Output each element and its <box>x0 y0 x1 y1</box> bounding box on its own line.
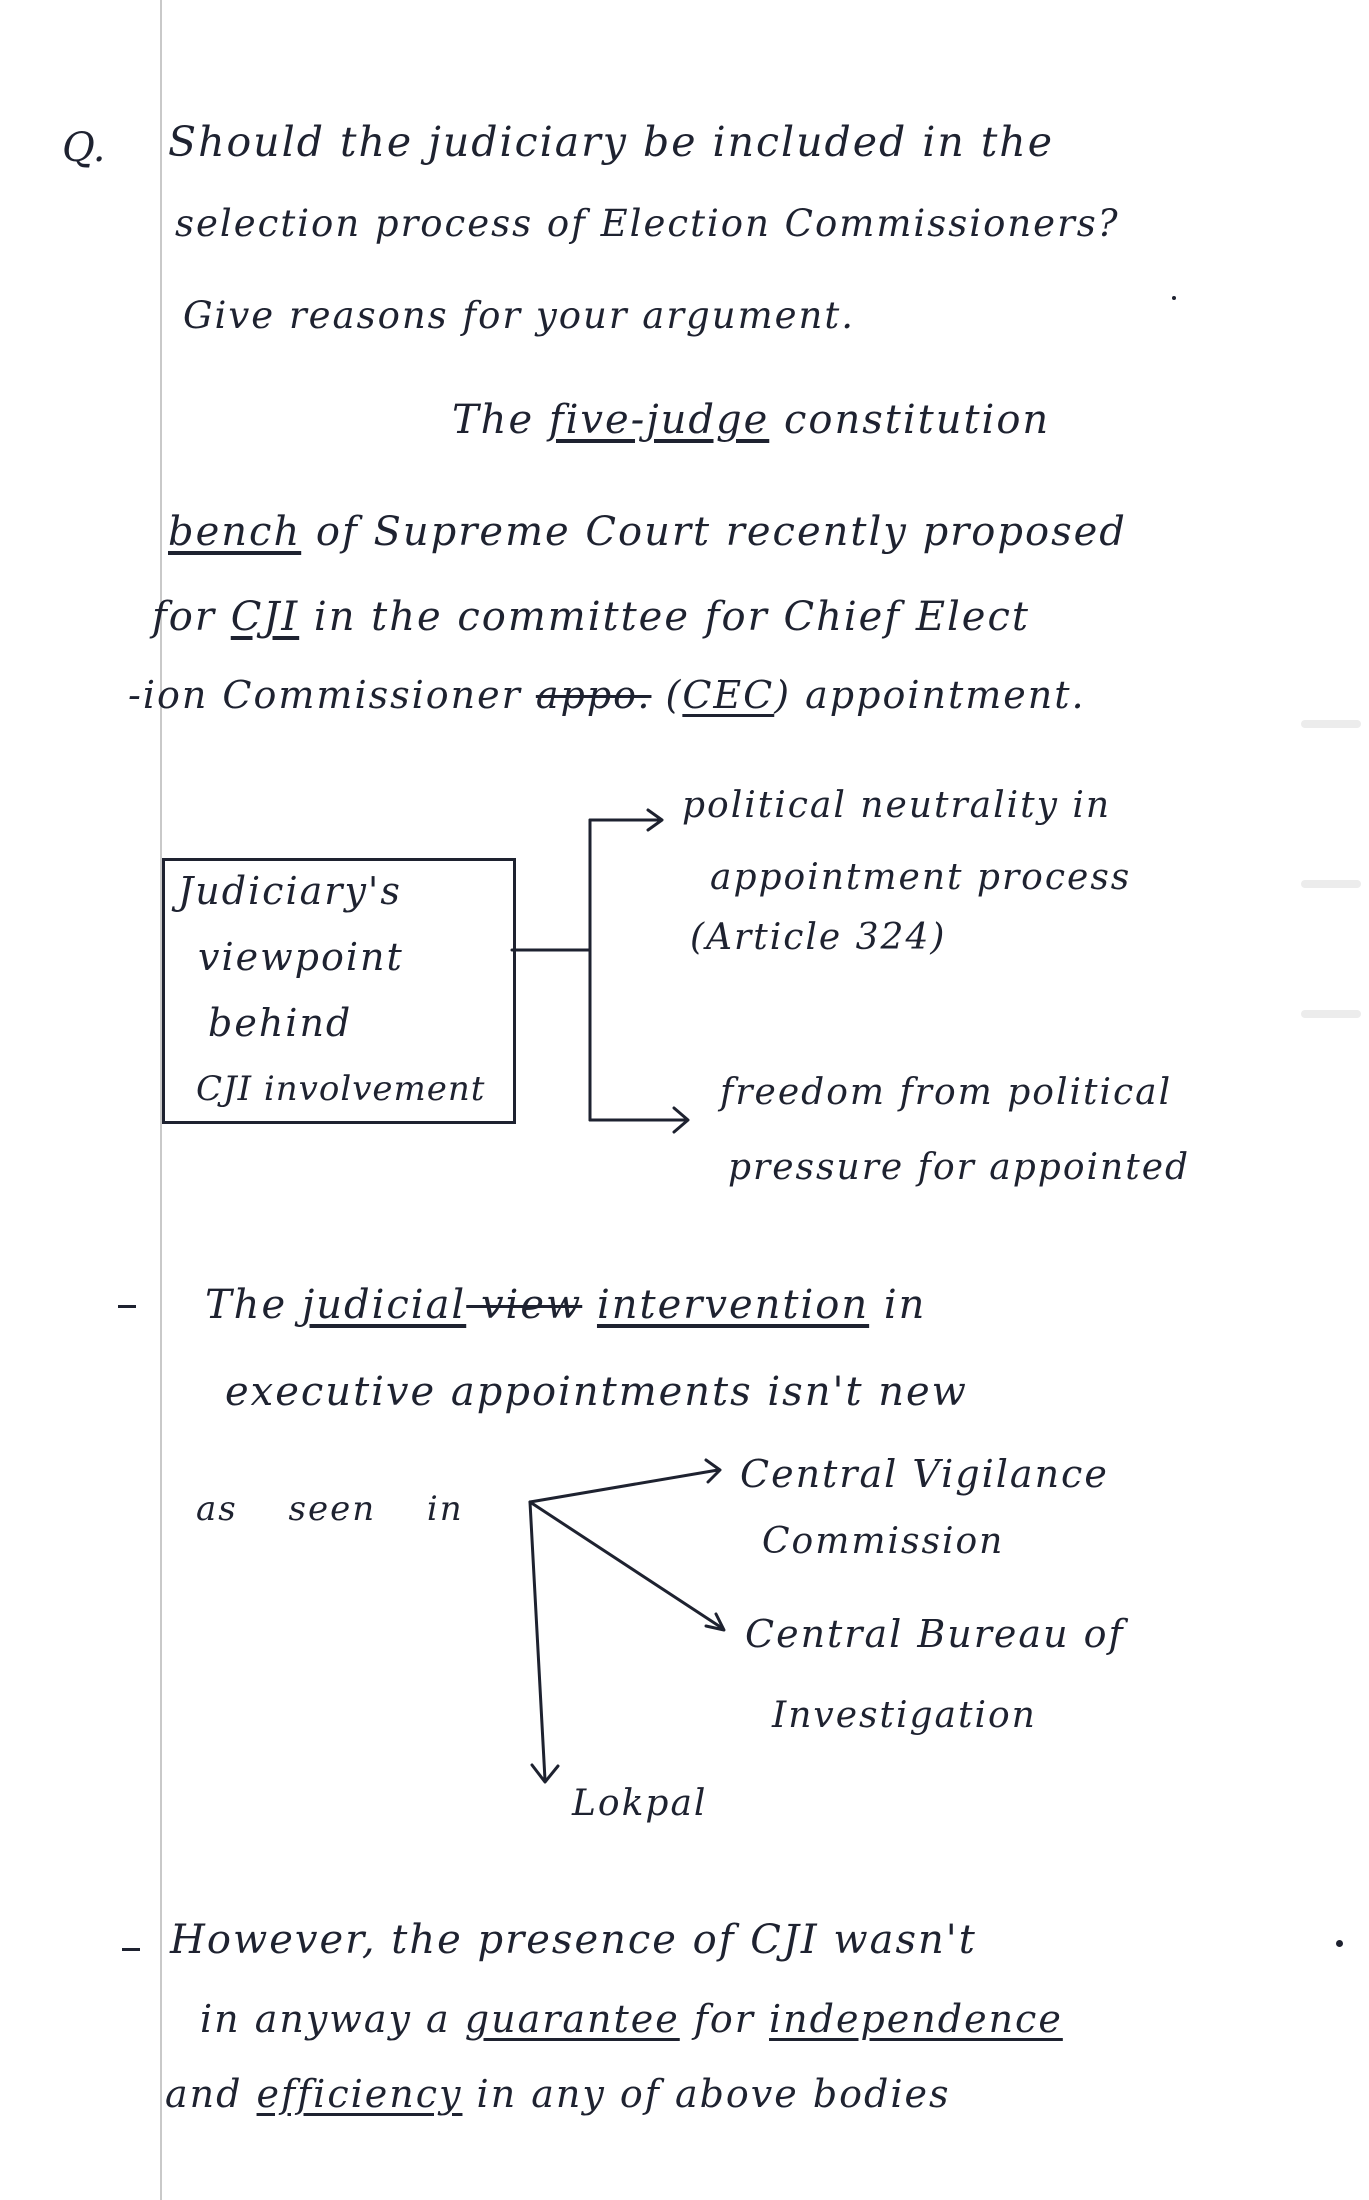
point3-text: in any of above bodies <box>462 2072 951 2116</box>
point3-text: in anyway a <box>200 1997 465 2041</box>
branch-1-line-3: (Article 324) <box>690 917 947 958</box>
question-marker: Q. <box>62 125 106 171</box>
intervention-underlined: intervention <box>596 1282 870 1328</box>
box-line-4: CJI involvement <box>196 1069 486 1109</box>
point2-text: The <box>205 1282 302 1328</box>
intro-line-2 <box>168 509 1127 555</box>
five-judge-underlined: five-judge <box>548 397 770 443</box>
branch-1-line-2: appointment process <box>710 857 1132 898</box>
intro-text: -ion Commissioner <box>128 673 536 717</box>
intro-text: constitution <box>769 397 1051 443</box>
page-smudge <box>1301 880 1361 888</box>
point2-text <box>582 1282 597 1328</box>
ink-dot <box>1172 296 1176 300</box>
ink-dot <box>1336 1940 1343 1947</box>
struck-out-word: appo. <box>535 673 652 717</box>
intro-text: The <box>452 397 549 443</box>
question-line-1: Should the judiciary be included in the <box>168 118 1054 166</box>
branch-2-line-2: pressure for appointed <box>728 1147 1191 1188</box>
as-seen-in: as seen in <box>196 1489 464 1529</box>
question-line-3: Give reasons for your argument. <box>183 294 856 337</box>
judicial-underlined: judicial <box>301 1282 467 1328</box>
branch-1-arrow <box>590 810 662 830</box>
bullet-dash <box>118 1305 136 1308</box>
example-cvc-line-2: Commission <box>762 1521 1005 1562</box>
arrow-to-lokpal <box>530 1502 558 1782</box>
guarantee-underlined: guarantee <box>464 1997 680 2041</box>
intro-text: in the committee for Chief Elect <box>299 594 1030 640</box>
cji-underlined: CJI <box>230 594 300 640</box>
example-cvc-line-1: Central Vigilance <box>740 1452 1109 1496</box>
branch-2-line-1: freedom from political <box>720 1072 1173 1113</box>
intro-text: for <box>152 594 231 640</box>
arrow-to-cvc <box>530 1460 720 1502</box>
arrow-to-cbi <box>530 1502 724 1630</box>
box-line-3: behind <box>208 1001 353 1045</box>
point3-line-2 <box>200 1997 1063 2041</box>
page-smudge <box>1301 720 1361 728</box>
efficiency-underlined: efficiency <box>256 2072 463 2116</box>
example-cbi-line-1: Central Bureau of <box>745 1612 1125 1656</box>
independence-underlined: independence <box>769 1997 1063 2041</box>
cec-underlined: CEC <box>682 673 775 717</box>
point3-line-1: However, the presence of CJI wasn't <box>170 1917 977 1963</box>
point3-line-3 <box>165 2072 951 2116</box>
point3-text: and <box>165 2072 257 2116</box>
branch-2-arrow <box>590 1108 688 1132</box>
box-line-1: Judiciary's <box>178 869 402 913</box>
point2-line-2: executive appointments isn't new <box>225 1369 968 1415</box>
example-cbi-line-2: Investigation <box>772 1695 1037 1736</box>
intro-line-4 <box>128 673 1086 717</box>
intro-text: of Supreme Court recently proposed <box>301 509 1127 555</box>
box-line-2: viewpoint <box>198 935 404 979</box>
point3-text: for <box>679 1997 770 2041</box>
bullet-dash <box>122 1948 140 1951</box>
struck-out-word: view <box>466 1282 583 1328</box>
example-lokpal: Lokpal <box>572 1783 708 1824</box>
intro-text: ) appointment. <box>774 673 1086 717</box>
branch-1-line-1: political neutrality in <box>682 785 1112 826</box>
question-line-2: selection process of Election Commissioners? <box>175 202 1120 245</box>
page-smudge <box>1301 1010 1361 1018</box>
intro-line-3 <box>152 594 1030 640</box>
point2-line-1 <box>205 1282 927 1328</box>
intro-line-1 <box>452 397 1051 443</box>
bench-underlined: bench <box>168 509 302 555</box>
intro-text: ( <box>651 673 683 717</box>
point2-text: in <box>869 1282 927 1328</box>
